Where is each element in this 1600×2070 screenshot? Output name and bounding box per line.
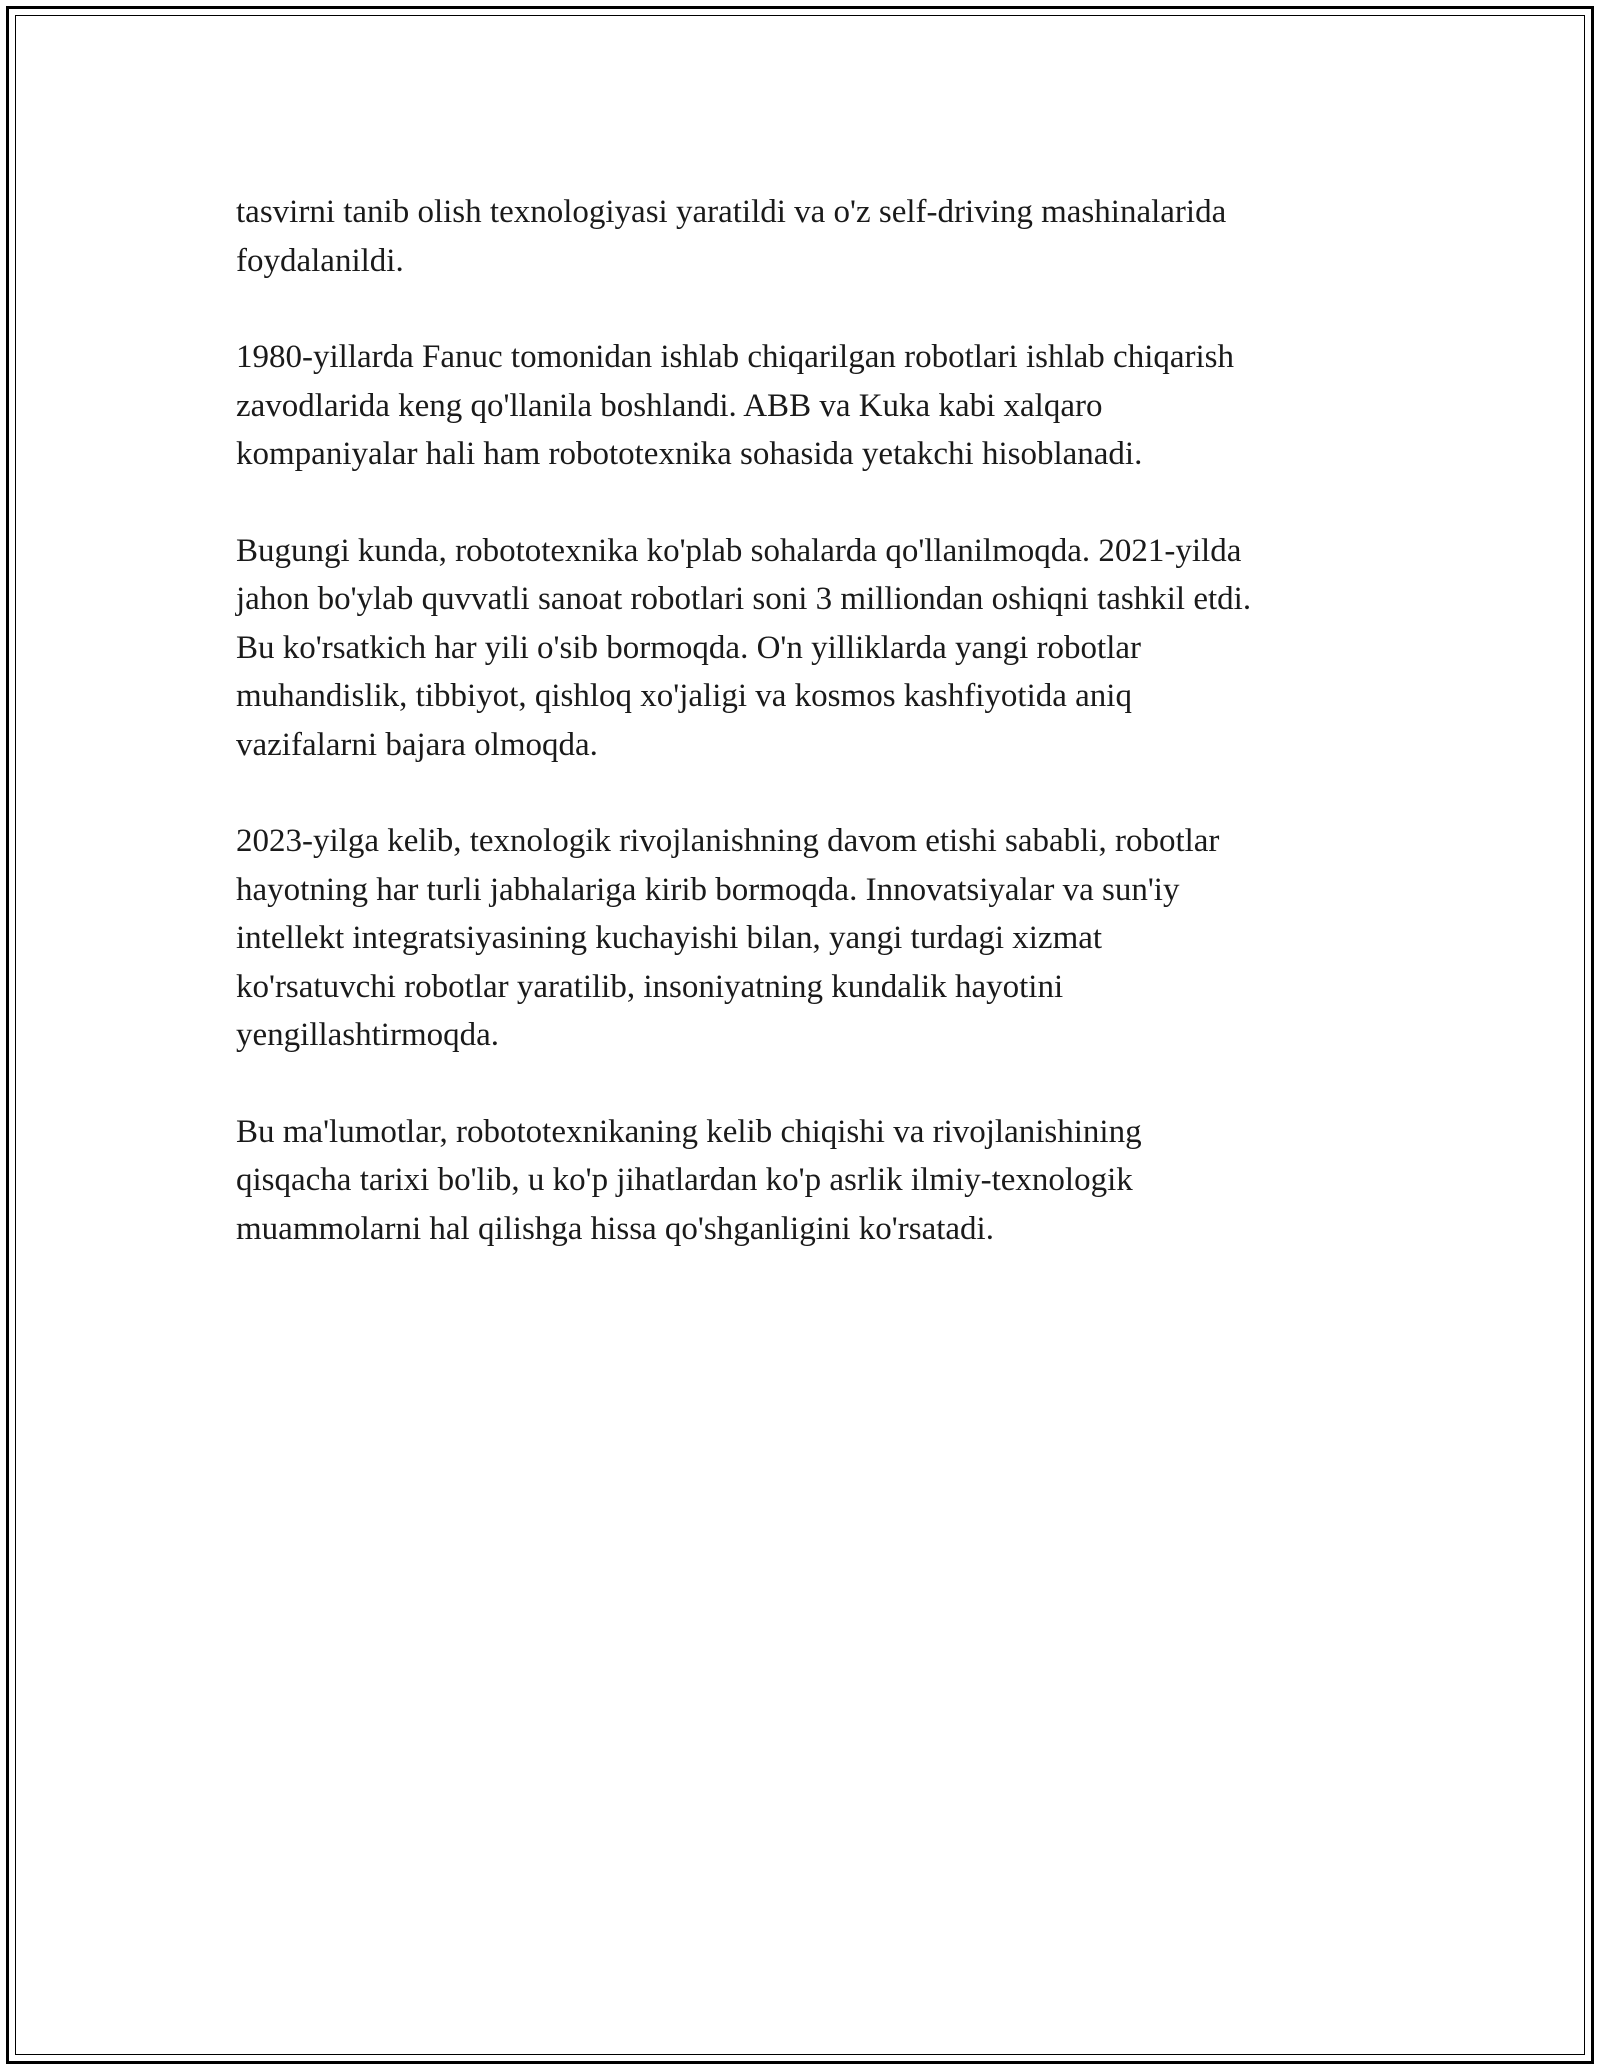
document-body [236,188,1386,1301]
text-line: muhandislik, tibbiyot, qishloq xo'jaligi va kosmos kashfiyotida aniq [236,678,1132,714]
text-line: Bu ma'lumotlar, robototexnikaning kelib chiqishi va rivojlanishining [236,1113,1142,1150]
paragraph [236,188,1386,285]
text-line: kompaniyalar hali ham robototexnika sohasida yetakchi hisoblanadi. [236,436,1143,472]
paragraph [236,527,1386,770]
text-line: ko'rsatuvchi robotlar yaratilib, insoniyatning kundalik hayotini [236,968,1064,1005]
text-line: 1980-yillarda Fanuc tomonidan ishlab chiqarilgan robotlari ishlab chiqarish [236,339,1235,375]
text-line: tasvirni tanib olish texnologiyasi yaratildi va o'z self-driving mashinalarida [236,194,1227,230]
text-line: zavodlarida keng qo'llanila boshlandi. ABB va Kuka kabi xalqaro [236,387,1103,424]
text-line: vazifalarni bajara olmoqda. [236,726,598,763]
text-line: Bugungi kunda, robototexnika ko'plab sohalarda qo'llanilmoqda. 2021-yilda [236,532,1242,569]
text-line: foydalanildi. [236,242,404,279]
paragraph [236,817,1386,1060]
text-line: qisqacha tarixi bo'lib, u ko'p jihatlardan ko'p asrlik ilmiy-texnologik [236,1162,1133,1198]
text-line: muammolarni hal qilishga hissa qo'shganligini ko'rsatadi. [236,1210,994,1247]
text-line: Bu ko'rsatkich har yili o'sib bormoqda. O'n yilliklarda yangi robotlar [236,629,1142,666]
paragraph [236,333,1386,479]
paragraph [236,1108,1386,1254]
text-line: hayotning har turli jabhalariga kirib bormoqda. Innovatsiyalar va sun'iy [236,871,1180,908]
text-line: 2023-yilga kelib, texnologik rivojlanishning davom etishi sababli, robotlar [236,823,1220,859]
text-line: intellekt integratsiyasining kuchayishi bilan, yangi turdagi xizmat [236,920,1103,956]
text-line: jahon bo'ylab quvvatli sanoat robotlari soni 3 milliondan oshiqni tashkil etdi. [236,581,1252,617]
text-line: yengillashtirmoqda. [236,1017,500,1053]
